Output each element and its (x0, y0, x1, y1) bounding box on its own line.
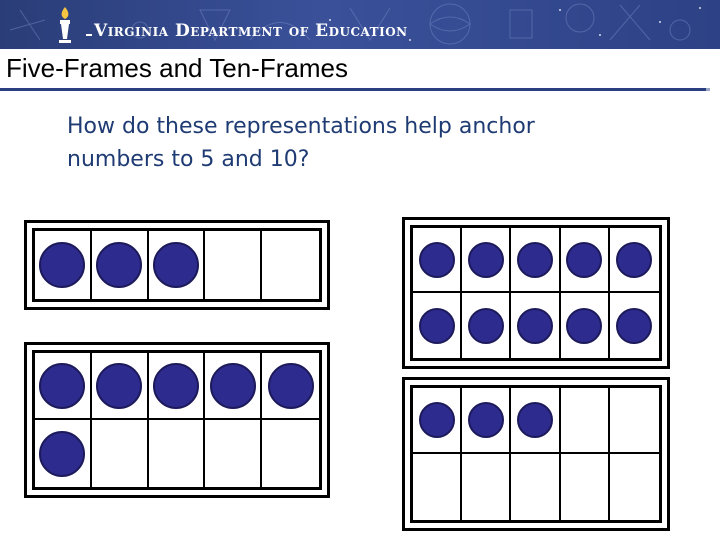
frame-cell (35, 353, 92, 420)
counter-dot (268, 363, 314, 409)
counter-dot (419, 402, 455, 438)
frame-cell (205, 231, 262, 299)
frame-cell (610, 388, 659, 454)
counter-dot (566, 242, 602, 278)
counter-dot (468, 402, 504, 438)
title-underline (0, 88, 706, 91)
frame-cell (561, 388, 610, 454)
frame-cell (35, 231, 92, 299)
question-text: How do these representations help anchor numbers to 5 and 10? (67, 114, 535, 172)
counter-dot (468, 242, 504, 278)
frame-cell (561, 293, 610, 358)
frame-cell (149, 420, 206, 487)
frame-cell (462, 388, 511, 454)
counter-dot (517, 402, 553, 438)
frame-cell (561, 454, 610, 520)
counter-dot (616, 308, 652, 344)
slide-title: Five-Frames and Ten-Frames (6, 53, 348, 83)
frame-cell (413, 454, 462, 520)
counter-dot (39, 363, 85, 409)
title-underline-end (706, 88, 710, 91)
counter-dot (468, 308, 504, 344)
ten-frame-ten-grid (410, 225, 662, 361)
counter-dot (39, 431, 85, 477)
five-frame-grid (32, 228, 322, 302)
counter-dot (616, 242, 652, 278)
counter-dot (517, 308, 553, 344)
frame-cell (413, 388, 462, 454)
five-frame (24, 220, 330, 310)
frame-cell (92, 353, 149, 420)
frame-cell (262, 231, 319, 299)
frame-cell (149, 353, 206, 420)
counter-dot (153, 242, 199, 288)
frame-cell (262, 420, 319, 487)
frame-cell (413, 293, 462, 358)
frame-cell (610, 228, 659, 293)
frame-cell (561, 228, 610, 293)
ten-frame-six-grid (32, 350, 322, 490)
frame-cell (511, 388, 560, 454)
frame-cell (462, 293, 511, 358)
frame-cell (92, 420, 149, 487)
frame-cell (511, 454, 560, 520)
ten-frame-six (24, 342, 330, 498)
frame-cell (92, 231, 149, 299)
header-banner (0, 0, 720, 49)
frame-cell (462, 228, 511, 293)
counter-dot (96, 363, 142, 409)
frame-cell (205, 420, 262, 487)
ten-frame-ten (402, 217, 670, 369)
frame-cell (511, 293, 560, 358)
counter-dot (96, 242, 142, 288)
ten-frame-three (402, 377, 670, 531)
frame-cell (262, 353, 319, 420)
frame-cell (610, 293, 659, 358)
counter-dot (419, 242, 455, 278)
ten-frame-three-grid (410, 385, 662, 523)
counter-dot (39, 242, 85, 288)
frame-cell (149, 231, 206, 299)
counter-dot (566, 308, 602, 344)
frame-cell (511, 228, 560, 293)
banner-rule (86, 34, 92, 36)
org-title: Virginia Department of Education (94, 21, 408, 41)
counter-dot (517, 242, 553, 278)
counter-dot (210, 363, 256, 409)
frame-cell (610, 454, 659, 520)
torch-icon (54, 5, 76, 45)
counter-dot (153, 363, 199, 409)
counter-dot (419, 308, 455, 344)
frame-cell (462, 454, 511, 520)
frame-cell (35, 420, 92, 487)
frame-cell (413, 228, 462, 293)
frame-cell (205, 353, 262, 420)
